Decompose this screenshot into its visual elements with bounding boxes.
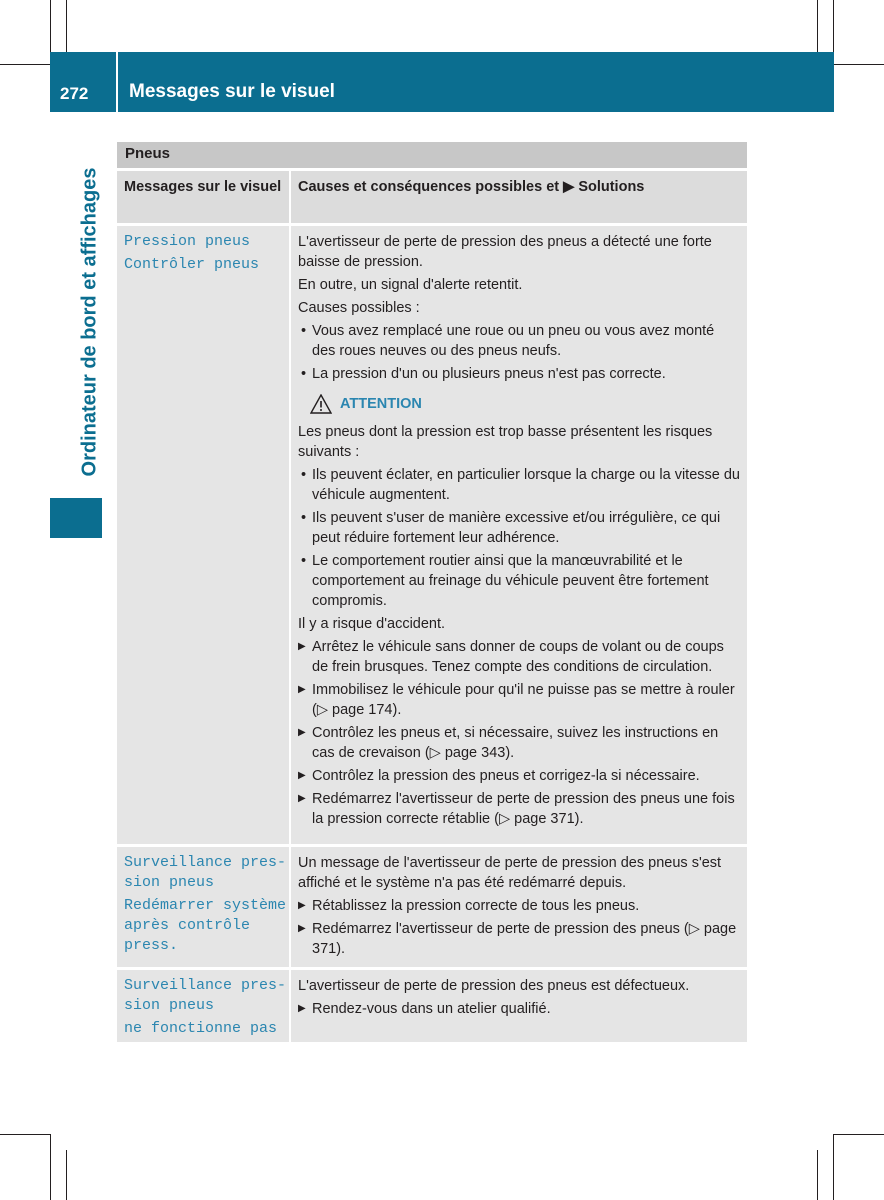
crop-mark	[50, 1134, 51, 1200]
bullet-item: • Le comportement routier ainsi que la manœuvrabilité et le comportement au freinage du véhicule peuvent être fortement compromis.	[298, 551, 741, 611]
step-item: ▶ Contrôlez la pression des pneus et corrigez-la si nécessaire.	[298, 766, 741, 786]
bullet-item: • La pression d'un ou plusieurs pneus n'est pas correcte.	[298, 364, 741, 384]
page-number: 272	[60, 84, 89, 103]
causes-cell	[291, 847, 747, 967]
crop-mark	[834, 64, 884, 65]
crop-mark	[833, 1134, 834, 1200]
table-row	[117, 226, 747, 844]
side-chapter-label: Ordinateur de bord et affichages	[78, 167, 101, 477]
column-header-messages: Messages sur le visuel	[117, 171, 289, 223]
warning-label: ATTENTION	[340, 396, 422, 412]
crop-mark	[66, 1150, 67, 1200]
table-header-row	[117, 171, 747, 223]
step-item: ▶ Redémarrez l'avertisseur de perte de pression des pneus (▷ page 371).	[298, 919, 741, 959]
display-message: Surveillance pres-sion pneus	[124, 854, 287, 891]
section-title: Pneus	[117, 142, 747, 168]
crop-mark	[66, 0, 67, 52]
table-row	[117, 970, 747, 1042]
header-divider	[116, 52, 118, 112]
crop-mark	[833, 0, 834, 52]
step-item: ▶ Redémarrez l'avertisseur de perte de pression des pneus une fois la pression correcte rétablie (▷ page 371).	[298, 789, 741, 829]
display-message: Redémarrer système après contrôle press.	[124, 897, 287, 954]
step-item: ▶ Immobilisez le véhicule pour qu'il ne puisse pas se mettre à rouler (▷ page 174).	[298, 680, 741, 720]
display-message: Surveillance pres-sion pneus	[124, 977, 287, 1014]
paragraph: En outre, un signal d'alerte retentit.	[298, 277, 523, 293]
causes-cell	[291, 970, 747, 1042]
bullet-item: • Ils peuvent éclater, en particulier lorsque la charge ou la vitesse du véhicule augmentent.	[298, 465, 741, 505]
column-header-causes: Causes et conséquences possibles et ▶ Solutions	[291, 171, 747, 223]
paragraph: Les pneus dont la pression est trop basse présentent les risques suivants :	[298, 424, 713, 460]
paragraph: Un message de l'avertisseur de perte de pression des pneus s'est affiché et le système n'a pas été redémarré depuis.	[298, 855, 722, 891]
crop-mark	[834, 1134, 884, 1135]
step-item: ▶ Rendez-vous dans un atelier qualifié.	[298, 999, 741, 1019]
messages-table	[117, 142, 747, 1042]
crop-mark	[50, 0, 51, 52]
side-chapter-tab	[50, 498, 102, 538]
table-row	[117, 847, 747, 967]
crop-mark	[0, 64, 52, 65]
page-title: Messages sur le visuel	[129, 81, 335, 102]
paragraph: Il y a risque d'accident.	[298, 616, 446, 632]
step-item: ▶ Rétablissez la pression correcte de tous les pneus.	[298, 896, 741, 916]
bullet-item: • Ils peuvent s'user de manière excessive et/ou irrégulière, ce qui peut réduire fortement leur adhérence.	[298, 508, 741, 548]
paragraph: L'avertisseur de perte de pression des pneus est défectueux.	[298, 978, 690, 994]
step-item: ▶ Arrêtez le véhicule sans donner de coups de volant ou de coups de frein brusques. Tenez compte des conditions de circulation.	[298, 637, 741, 677]
crop-mark	[0, 1134, 50, 1135]
display-message: Pression pneus	[124, 233, 251, 250]
message-cell	[117, 847, 289, 967]
paragraph: L'avertisseur de perte de pression des pneus a détecté une forte baisse de pression.	[298, 234, 712, 270]
bullet-item: • Vous avez remplacé une roue ou un pneu ou vous avez monté des roues neuves ou des pneus neufs.	[298, 321, 741, 361]
warning-triangle-icon	[310, 394, 332, 414]
message-cell	[117, 970, 289, 1042]
display-message: Contrôler pneus	[124, 256, 260, 273]
step-item: ▶ Contrôlez les pneus et, si nécessaire, suivez les instructions en cas de crevaison (▷ page 343).	[298, 723, 741, 763]
display-message: ne fonctionne pas	[124, 1020, 278, 1037]
warning-heading	[310, 394, 741, 414]
crop-mark	[817, 0, 818, 52]
paragraph: Causes possibles :	[298, 300, 420, 316]
message-cell	[117, 226, 289, 844]
crop-mark	[817, 1150, 818, 1200]
causes-cell	[291, 226, 747, 844]
